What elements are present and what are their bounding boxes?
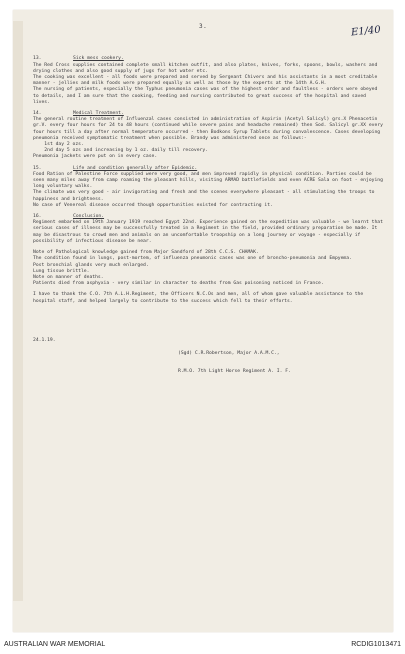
section-paragraph: Lung tissue brittle. [33, 268, 90, 274]
section-number: 16. [33, 214, 42, 220]
footer-record-id: RCDIG1013471 [351, 641, 401, 648]
section-number: 13. [33, 56, 42, 62]
section-paragraph: 1st day 2 ozs. [33, 142, 84, 148]
section-block [33, 165, 386, 209]
section-paragraph: I have to thank the C.O. 7th A.L.H.Regiment, the Officers N.C.Os and men, all of whom gave valuable assistance to the hospital staff, and helped largely to contribute to the success which fell to their efforts. [33, 292, 367, 304]
handwritten-annotation: E1/40 [350, 24, 382, 39]
signature-line-2: R.M.O. 7th Light Horse Regiment A. I. F. [178, 369, 291, 375]
section-paragraph: The nursing of patients, especially the Typhus pneumonia cases was of the highest order and faultless - orders were obeyed to details, and I am sure that the cooking, feeding and nursing contributed to great success of the hospital and saved lives. [33, 87, 381, 105]
section-title: Conclusion. [73, 214, 105, 220]
archive-footer [0, 634, 405, 654]
section-block [33, 214, 386, 245]
section-paragraph: The climate was very good - air invigorating and fresh and the scenes everywhere pleasant - all stimulating the troops to happiness and brightness. [33, 190, 378, 202]
section-title: Life and condition generally after Epidemic. [73, 165, 198, 171]
signature-line-1: (Sgd) C.R.Robertson, Major A.A.M.C., [178, 350, 280, 356]
section-paragraph: 2nd day 5 ozs and increasing by 1 oz. daily till recovery. [33, 148, 208, 154]
section-title: Sick mess cookery. [73, 56, 124, 62]
section-paragraph: Pneumonia jackets were put on in every case. [33, 154, 158, 160]
footer-institution: AUSTRALIAN WAR MEMORIAL [4, 641, 106, 648]
section-paragraph: Post bronchial glands very much enlarged. [33, 262, 149, 268]
section-block [33, 111, 386, 161]
section-title: Medical Treatment. [73, 111, 124, 117]
section-paragraph: No case of Venereal disease occurred though opportunities existed for contracting it. [33, 202, 273, 208]
signature-lines [153, 338, 383, 388]
page-number: 3. [199, 23, 208, 30]
signature-block [33, 338, 383, 388]
section-paragraph: Food Ration of Palestine Force supplied were very good, and men improved rapidly in physical condition. Parties could be seen many miles away from camp roaming the pleasant hills, visiting ARMAD battlefields and even ACRE Sala on foot - enjoying long voluntary walks. [33, 171, 386, 190]
section-block [33, 292, 383, 304]
section-block [33, 56, 383, 106]
section-paragraph: Note on manner of deaths. [33, 274, 104, 280]
section-paragraph: The condition found in lungs, post-mortem, of influenza pneumonic cases was one of broncho-pneumonia and Empyema. [33, 256, 352, 262]
section-paragraph: Patients died from asphyxia - very similar in character to deaths from Gas poisoning noticed in France. [33, 281, 324, 287]
page-edge-tab [13, 21, 23, 601]
section-paragraph: The general routine treatment of Influenzal cases consisted in administration of Aspirin (Acetyl Salicyl) grs.X Phenacetin gr.V. every four hours for 24 to 48 hours (continued while severe pains and headache remained) then Sod. Salicyl gr.XX every four hours till a day after normal temperature occurred - then Bodkons Syrup Tablets during convalescence. Cases developing pneumonia received symptomatic treatment when possible. Brandy was administered once as follows:- [33, 117, 386, 141]
sections-container [33, 56, 386, 304]
section-paragraph: The cooking was excellent - all foods were prepared and served by Sergeant Chivers and his assistants in a most creditable manner - jellies and milk foods were prepared equally as well as those by the experts at the 14th A.G.H. [33, 75, 381, 87]
document-page [13, 10, 393, 632]
document-body [33, 44, 386, 400]
section-number: 14. [33, 111, 42, 117]
section-paragraph: Note of Pathological knowledge gained from Major Sandford of 28th C.C.S. CHAMAK. [33, 250, 259, 256]
section-block [33, 250, 383, 287]
section-paragraph: The Red Cross supplies contained complete small kitchen outfit, and also plates, knives, forks, spoons, bowls, washers and drying clothes and also good supply of jugs for hot water etc. [33, 62, 381, 74]
section-paragraph: Regiment embarked on 19th January 1919 reached Egypt 22nd. Experience gained on the expedition was valuable - we learnt that serious cases of illness may be successfully treated in a Regiment in the field, provided ordinary preparation be made. It may be disastrous to crowd men and animals on an uncomfortable troopship on a long journey or voyage - especially if possibility of infectious disease be near. [33, 220, 386, 244]
section-number: 15. [33, 165, 42, 171]
signature-date: 24.1.19. [33, 338, 56, 344]
